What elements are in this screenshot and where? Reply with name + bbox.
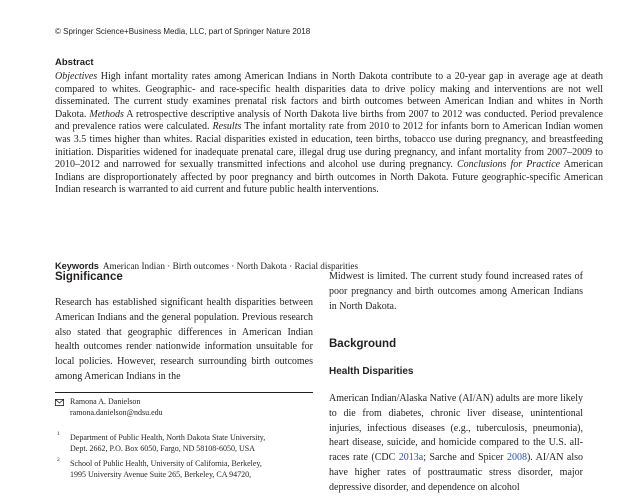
- citation-link-cdc[interactable]: 2013a: [398, 452, 424, 464]
- footnote-divider: [55, 392, 313, 393]
- health-disparities-heading: Health Disparities: [329, 366, 414, 377]
- affiliation-line: Dept. 2662, P.O. Box 6050, Fargo, ND 58108-6050, USA: [70, 443, 255, 453]
- affiliation-1: [70, 433, 265, 454]
- conclusions-label: Conclusions for Practice: [456, 159, 561, 171]
- methods-label: Methods: [89, 108, 124, 120]
- affiliation-line: Department of Public Health, North Dakota State University,: [70, 433, 266, 442]
- affiliation-number: 1: [57, 431, 60, 437]
- methods-text: A retrospective descriptive analysis of North Dakota live births from 2007 to 2012 was conducted. Period prevalence and prevalence ratios were calculated.: [55, 108, 603, 133]
- significance-continuation: Midwest is limited. The current study found increased rates of poor pregnancy and birth outcomes among American Indians in North Dakota.: [329, 271, 583, 312]
- envelope-icon: [55, 399, 64, 406]
- results-text: The infant mortality rate from 2010 to 2012 for infants born to American Indian women was 3.5 times higher than whites. Racial disparities existed in education, teen births, tobacco use during pregnancy, and breastfeeding initiation. Disparities widened for inadequate prenatal care, illegal drug use during pregnancy, and infant mortality from 2007–2009 to 2010–2012 and narrowed for sexually transmitted infections and alcohol use during pregnancy.: [55, 121, 603, 171]
- author-name: Ramona A. Danielson: [70, 397, 141, 406]
- abstract-body: [55, 71, 603, 197]
- background-heading: Background: [329, 338, 397, 350]
- affiliation-2: [70, 459, 262, 480]
- health-disparities-body: [329, 392, 583, 496]
- keywords-label: Keywords: [55, 261, 99, 271]
- objectives-label: Objectives: [55, 71, 98, 82]
- hd-text: ; Sarche and Spicer: [423, 452, 507, 464]
- results-label: Results: [212, 121, 242, 133]
- citation-link-sarche[interactable]: 2008: [506, 452, 527, 464]
- conclusions-text: American Indians are disproportionately affected by poor pregnancy and birth outcomes in North Dakota. Future geographic-specific American Indian research is warranted to aid current and future public health interventions.: [55, 159, 603, 196]
- hd-text: ). AI/AN also have higher rates of posttraumatic stress disorder, major depressive disorder, and dependence on alcohol: [329, 452, 583, 493]
- author-email[interactable]: ramona.danielson@ndsu.edu: [70, 407, 163, 417]
- copyright-notice: © Springer Science+Business Media, LLC, part of Springer Nature 2018: [55, 27, 311, 36]
- significance-heading: Significance: [55, 271, 123, 283]
- objectives-text: High infant mortality rates among American Indians in North Dakota contribute to a 20-year gap in average age at death compared to whites. Geographic- and race-specific health disparities data to drive policy making and interventions are not well disseminated. The current study examines prenatal risk factors and birth outcomes between American Indian and whites in North Dakota.: [55, 71, 603, 120]
- affiliation-line: School of Public Health, University of California, Berkeley,: [70, 459, 262, 468]
- hd-text: American Indian/Alaska Native (AI/AN) adults are more likely to die from diabetes, chronic liver disease, unintentional injuries, infectious diseases (e.g., tuberculosis, pneumonia), heart disease, suicide, and homicide compared to the U.S. all-races rate (CDC: [329, 393, 583, 464]
- keywords-list: American Indian · Birth outcomes · North Dakota · Racial disparities: [102, 261, 359, 271]
- affiliation-number: 2: [57, 457, 60, 463]
- corresponding-author: [70, 397, 163, 418]
- significance-body: Research has established significant health disparities between American Indians and the general population. Previous research also stated that geographic differences in American Indian health outcomes render nationwide information unsuitable for local policies. However, research surrounding birth outcomes among American Indians in the: [55, 297, 313, 382]
- abstract-heading: Abstract: [55, 57, 94, 68]
- affiliation-line: 1995 University Avenue Suite 265, Berkeley, CA 94720,: [70, 469, 252, 479]
